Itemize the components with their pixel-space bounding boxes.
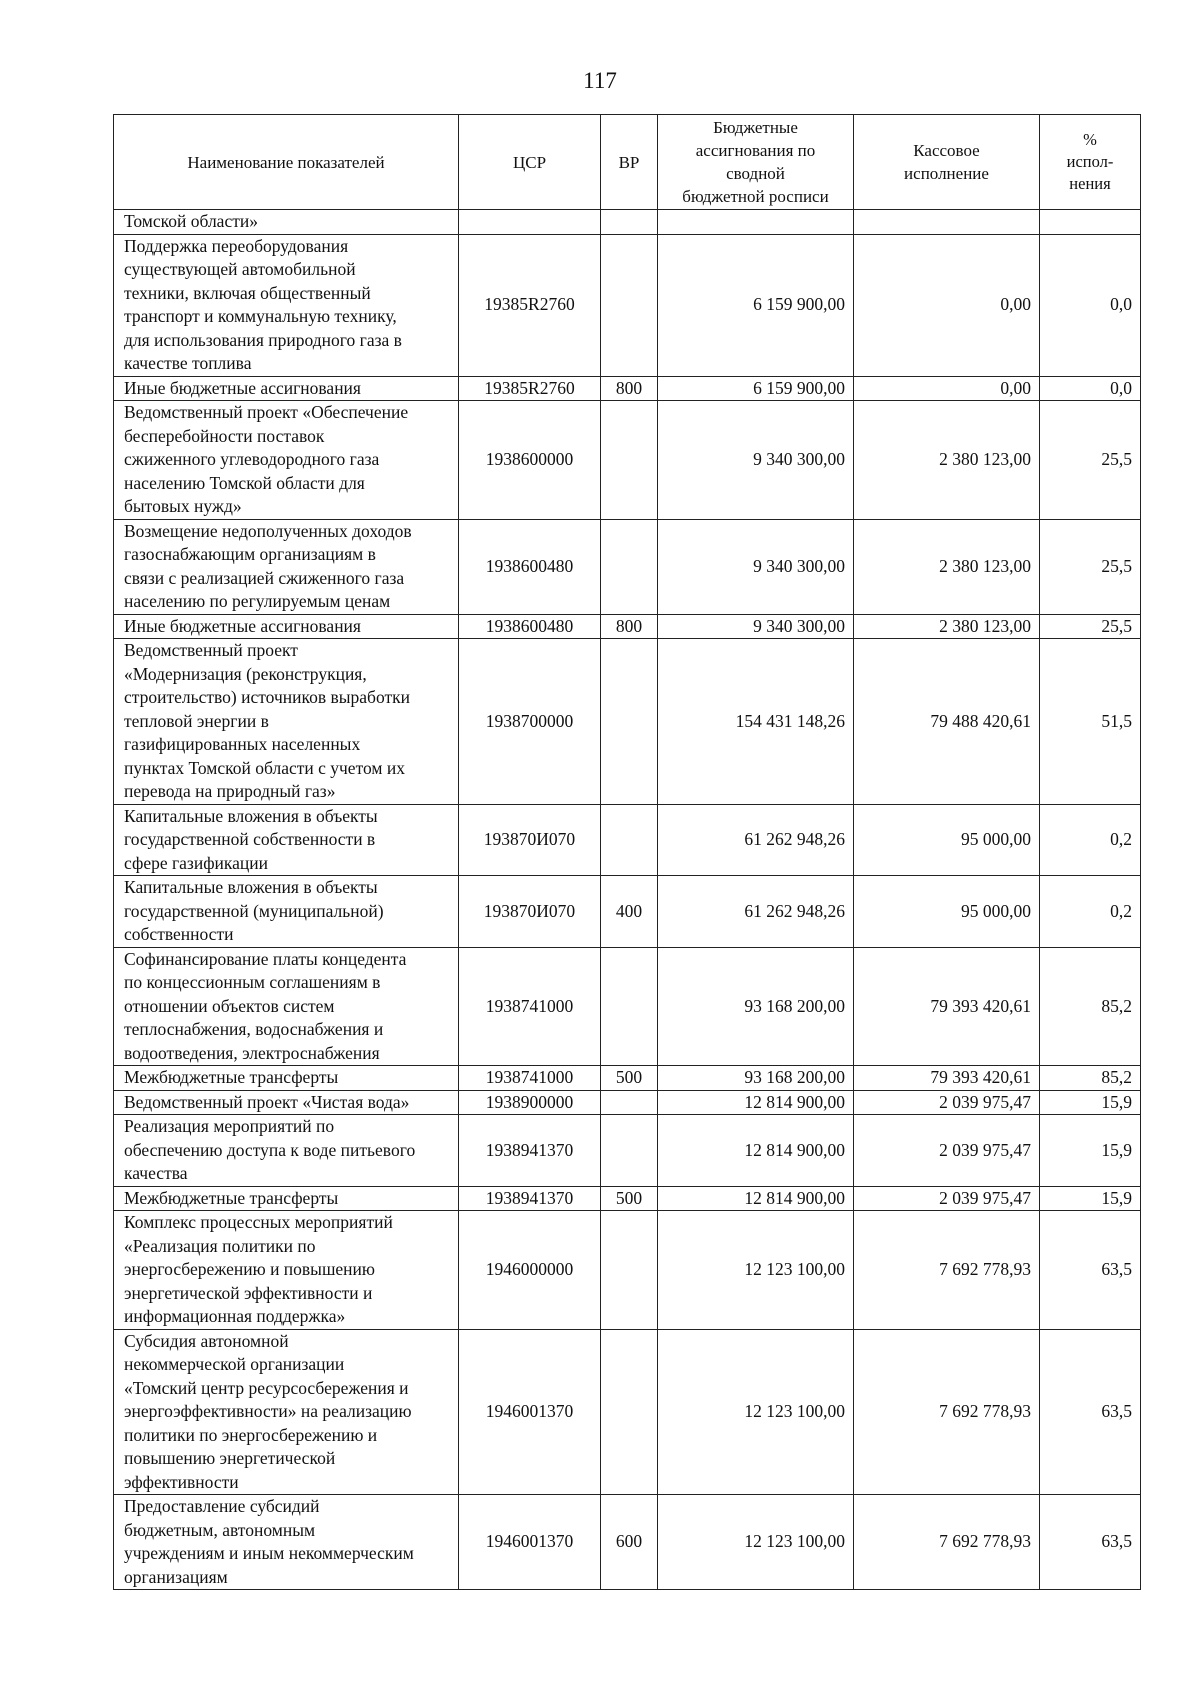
table-row (114, 210, 1141, 235)
row-name-line: «Томский центр ресурсосбережения и (124, 1377, 409, 1398)
row-vr: 800 (601, 376, 658, 401)
row-name-line: Иные бюджетные ассигнования (124, 615, 361, 636)
row-csr: 1938741000 (459, 947, 601, 1066)
header-execution-line: исполнение (904, 164, 989, 183)
header-percent (1040, 115, 1141, 210)
table-header-row (114, 115, 1141, 210)
row-percent: 25,5 (1040, 401, 1141, 520)
row-name-line: Возмещение недополученных доходов (124, 520, 412, 541)
row-name-line: сжиженного углеводородного газа (124, 449, 380, 469)
row-name-line: Софинансирование платы концедента (124, 948, 407, 969)
row-name-line: Реализация мероприятий по (124, 1116, 335, 1136)
row-assignments: 9 340 300,00 (658, 401, 854, 520)
row-percent: 0,2 (1040, 876, 1141, 948)
row-percent: 25,5 (1040, 614, 1141, 639)
row-name-line: для использования природного газа в (124, 329, 402, 350)
row-name (114, 376, 459, 401)
table-row (114, 876, 1141, 948)
row-execution: 2 039 975,47 (854, 1115, 1040, 1187)
row-name-line: информационная поддержка» (124, 1306, 346, 1326)
row-execution: 95 000,00 (854, 876, 1040, 948)
table-row (114, 1090, 1141, 1115)
row-csr: 1938900000 (459, 1090, 601, 1115)
row-csr: 193870И070 (459, 876, 601, 948)
row-name (114, 1186, 459, 1211)
row-csr: 1938741000 (459, 1066, 601, 1091)
table-row (114, 947, 1141, 1066)
table-row (114, 1329, 1141, 1495)
row-name-line: теплоснабжения, водоснабжения и (124, 1019, 384, 1039)
row-percent: 25,5 (1040, 519, 1141, 614)
table-row (114, 519, 1141, 614)
row-percent: 0,2 (1040, 804, 1141, 876)
row-name-line: техники, включая общественный (124, 282, 371, 303)
row-name-line: Капитальные вложения в объекты (124, 805, 378, 826)
table-row (114, 614, 1141, 639)
budget-execution-table (113, 114, 1141, 1590)
row-vr (601, 1090, 658, 1115)
row-vr (601, 639, 658, 805)
row-name-line: Предоставление субсидий (124, 1496, 320, 1516)
header-assignments-line: Бюджетные (713, 118, 798, 137)
row-assignments: 12 123 100,00 (658, 1329, 854, 1495)
row-name-line: Иные бюджетные ассигнования (124, 377, 361, 398)
row-execution (854, 210, 1040, 235)
row-execution: 79 393 420,61 (854, 1066, 1040, 1091)
row-assignments: 154 431 148,26 (658, 639, 854, 805)
row-assignments: 6 159 900,00 (658, 234, 854, 376)
table-row (114, 234, 1141, 376)
header-assignments-line: ассигнования по (695, 141, 816, 160)
row-name-line: учреждениям и иным некоммерческим (124, 1543, 414, 1563)
row-assignments: 93 168 200,00 (658, 947, 854, 1066)
row-assignments: 9 340 300,00 (658, 614, 854, 639)
row-name-line: собственности (124, 924, 234, 944)
row-name-line: эффективности (124, 1471, 239, 1492)
table-row (114, 639, 1141, 805)
header-percent-line: испол- (1066, 152, 1114, 171)
row-percent: 15,9 (1040, 1186, 1141, 1211)
row-name (114, 804, 459, 876)
row-name-line: энергоэффективности» на реализацию (124, 1401, 412, 1421)
header-execution (854, 115, 1040, 210)
row-csr: 193870И070 (459, 804, 601, 876)
row-vr (601, 1115, 658, 1187)
row-execution: 2 039 975,47 (854, 1186, 1040, 1211)
row-percent: 51,5 (1040, 639, 1141, 805)
row-vr: 500 (601, 1066, 658, 1091)
row-csr: 1938600480 (459, 614, 601, 639)
row-name-line: обеспечению доступа к воде питьевого (124, 1139, 416, 1160)
row-name-line: населению Томской области для (124, 472, 365, 493)
row-percent: 15,9 (1040, 1115, 1141, 1187)
row-name (114, 1329, 459, 1495)
row-name (114, 1495, 459, 1590)
table-row (114, 804, 1141, 876)
table-row (114, 1066, 1141, 1091)
table-row (114, 1211, 1141, 1330)
row-vr (601, 1211, 658, 1330)
table-row (114, 376, 1141, 401)
row-name-line: Субсидия автономной (124, 1330, 289, 1351)
header-vr: ВР (601, 115, 658, 210)
row-name-line: перевода на природный газ» (124, 781, 336, 801)
row-name-line: «Реализация политики по (124, 1235, 316, 1256)
row-csr: 1938600000 (459, 401, 601, 520)
row-execution: 95 000,00 (854, 804, 1040, 876)
row-name-line: Поддержка переоборудования (124, 235, 349, 256)
row-name (114, 1115, 459, 1187)
row-name (114, 1090, 459, 1115)
row-name-line: государственной собственности в (124, 829, 376, 849)
row-name-line: повышению энергетической (124, 1448, 336, 1468)
row-name-line: транспорт и коммунальную технику, (124, 306, 397, 326)
row-name-line: Межбюджетные трансферты (124, 1187, 339, 1208)
row-name-line: энергетической эффективности и (124, 1282, 373, 1303)
row-name-line: Ведомственный проект (124, 640, 298, 660)
row-name (114, 614, 459, 639)
row-execution: 0,00 (854, 234, 1040, 376)
row-percent: 63,5 (1040, 1211, 1141, 1330)
row-name-line: газифицированных населенных (124, 734, 361, 754)
row-csr: 19385R2760 (459, 376, 601, 401)
row-csr: 1938941370 (459, 1186, 601, 1211)
row-assignments: 12 814 900,00 (658, 1090, 854, 1115)
row-name-line: качестве топлива (124, 353, 252, 373)
row-name-line: бюджетным, автономным (124, 1519, 316, 1540)
row-percent: 0,0 (1040, 376, 1141, 401)
row-csr: 1938700000 (459, 639, 601, 805)
row-execution: 2 380 123,00 (854, 401, 1040, 520)
row-name (114, 210, 459, 235)
row-vr: 500 (601, 1186, 658, 1211)
row-assignments: 6 159 900,00 (658, 376, 854, 401)
row-name-line: политики по энергосбережению и (124, 1424, 378, 1445)
row-csr: 1946001370 (459, 1329, 601, 1495)
row-name-line: организациям (124, 1566, 228, 1587)
row-name (114, 519, 459, 614)
table-row (114, 401, 1141, 520)
row-vr (601, 401, 658, 520)
row-execution: 2 039 975,47 (854, 1090, 1040, 1115)
row-assignments: 12 123 100,00 (658, 1211, 854, 1330)
row-name-line: газоснабжающим организациям в (124, 544, 376, 564)
row-assignments: 12 814 900,00 (658, 1115, 854, 1187)
header-execution-line: Кассовое (913, 141, 980, 160)
row-percent: 0,0 (1040, 234, 1141, 376)
row-name (114, 876, 459, 948)
row-name-line: некоммерческой организации (124, 1354, 345, 1374)
row-vr: 400 (601, 876, 658, 948)
row-csr: 1938941370 (459, 1115, 601, 1187)
header-csr: ЦСР (459, 115, 601, 210)
row-assignments: 12 123 100,00 (658, 1495, 854, 1590)
header-assignments-line: сводной (726, 164, 785, 183)
page-number: 117 (583, 68, 617, 93)
row-name-line: Ведомственный проект «Чистая вода» (124, 1091, 410, 1112)
row-name-line: государственной (муниципальной) (124, 900, 384, 921)
table-body (114, 210, 1141, 1590)
row-name-line: водоотведения, электроснабжения (124, 1042, 380, 1063)
row-name-line: качества (124, 1163, 188, 1183)
row-execution: 2 380 123,00 (854, 519, 1040, 614)
row-name-line: Комплекс процессных мероприятий (124, 1212, 393, 1232)
row-percent (1040, 210, 1141, 235)
row-percent: 85,2 (1040, 1066, 1141, 1091)
row-vr (601, 234, 658, 376)
header-assignments (658, 115, 854, 210)
header-name: Наименование показателей (114, 115, 459, 210)
row-csr: 1938600480 (459, 519, 601, 614)
row-name (114, 234, 459, 376)
row-vr: 800 (601, 614, 658, 639)
row-execution: 0,00 (854, 376, 1040, 401)
row-assignments: 61 262 948,26 (658, 876, 854, 948)
row-csr: 1946000000 (459, 1211, 601, 1330)
table-row (114, 1495, 1141, 1590)
row-name-line: Томской области» (124, 211, 258, 231)
row-csr: 19385R2760 (459, 234, 601, 376)
header-percent-line: % (1083, 130, 1097, 149)
row-assignments: 61 262 948,26 (658, 804, 854, 876)
table-row (114, 1115, 1141, 1187)
row-name-line: строительство) источников выработки (124, 687, 410, 707)
row-name-line: существующей автомобильной (124, 259, 356, 279)
row-name-line: Межбюджетные трансферты (124, 1067, 339, 1087)
row-vr (601, 947, 658, 1066)
row-vr: 600 (601, 1495, 658, 1590)
row-csr (459, 210, 601, 235)
row-execution: 7 692 778,93 (854, 1495, 1040, 1590)
row-name (114, 1211, 459, 1330)
row-name-line: тепловой энергии в (124, 710, 269, 731)
table-row (114, 1186, 1141, 1211)
row-name (114, 1066, 459, 1091)
row-name-line: бытовых нужд» (124, 496, 242, 516)
row-name-line: отношении объектов систем (124, 995, 335, 1016)
row-name-line: «Модернизация (реконструкция, (124, 663, 367, 684)
row-execution: 2 380 123,00 (854, 614, 1040, 639)
row-name-line: сфере газификации (124, 852, 269, 873)
row-name-line: пунктах Томской области с учетом их (124, 757, 405, 778)
row-csr: 1946001370 (459, 1495, 601, 1590)
row-name-line: населению по регулируемым ценам (124, 591, 391, 611)
row-vr (601, 210, 658, 235)
row-percent: 85,2 (1040, 947, 1141, 1066)
row-percent: 63,5 (1040, 1495, 1141, 1590)
header-assignments-line: бюджетной росписи (682, 187, 829, 206)
row-name (114, 639, 459, 805)
row-name-line: связи с реализацией сжиженного газа (124, 567, 405, 588)
row-name-line: по концессионным соглашениям в (124, 972, 381, 992)
row-percent: 15,9 (1040, 1090, 1141, 1115)
row-execution: 7 692 778,93 (854, 1329, 1040, 1495)
row-name-line: Ведомственный проект «Обеспечение (124, 402, 409, 422)
row-assignments: 93 168 200,00 (658, 1066, 854, 1091)
row-execution: 79 488 420,61 (854, 639, 1040, 805)
row-assignments: 9 340 300,00 (658, 519, 854, 614)
row-assignments (658, 210, 854, 235)
row-vr (601, 804, 658, 876)
row-name-line: энергосбережению и повышению (124, 1259, 375, 1279)
row-execution: 79 393 420,61 (854, 947, 1040, 1066)
header-percent-line: нения (1069, 174, 1111, 193)
row-percent: 63,5 (1040, 1329, 1141, 1495)
row-name-line: Капитальные вложения в объекты (124, 877, 378, 897)
row-assignments: 12 814 900,00 (658, 1186, 854, 1211)
row-name (114, 401, 459, 520)
row-name-line: бесперебойности поставок (124, 425, 325, 446)
row-vr (601, 519, 658, 614)
row-name (114, 947, 459, 1066)
row-execution: 7 692 778,93 (854, 1211, 1040, 1330)
row-vr (601, 1329, 658, 1495)
